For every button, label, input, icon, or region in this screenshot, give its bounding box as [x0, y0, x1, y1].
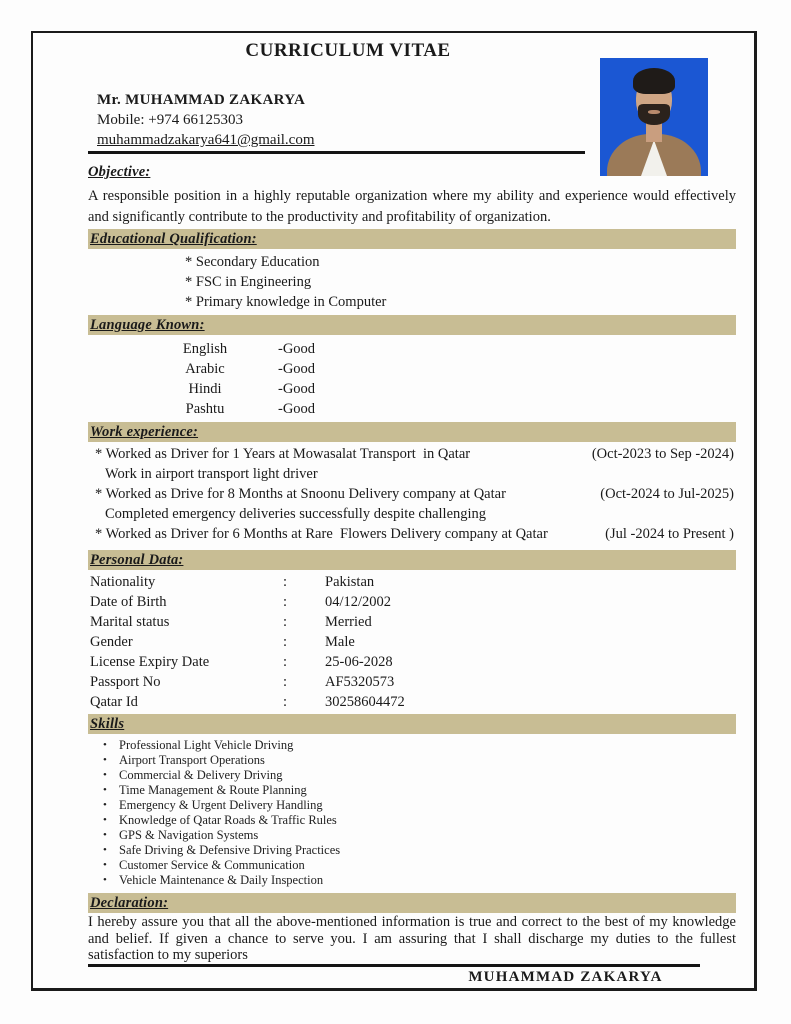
- bullet-icon: •: [103, 874, 107, 886]
- personal-row: [88, 592, 736, 612]
- section-bar-work: [88, 422, 736, 442]
- personal-row: [88, 672, 736, 692]
- education-item: * Primary knowledge in Computer: [185, 294, 387, 310]
- work-text: * Worked as Driver for 1 Years at Mowasalat Transport in Qatar: [95, 446, 471, 462]
- personal-row: [88, 632, 736, 652]
- language-name: Arabic: [185, 361, 225, 377]
- personal-value: Merried: [325, 614, 372, 630]
- work-text: * Worked as Drive for 8 Months at Snoonu Delivery company at Qatar: [95, 486, 506, 502]
- personal-label: Nationality: [90, 574, 156, 590]
- personal-data-table: [88, 572, 736, 712]
- skills-item: [88, 768, 736, 783]
- page-title: CURRICULUM VITAE: [245, 40, 451, 61]
- work-item: [88, 504, 736, 524]
- personal-colon: :: [283, 614, 288, 630]
- language-table: [88, 339, 736, 419]
- personal-colon: :: [283, 654, 288, 670]
- education-list: [88, 252, 736, 312]
- personal-value: AF5320573: [325, 674, 395, 690]
- section-bar-education: [88, 229, 736, 249]
- objective-text: A responsible position in a highly reputable organization where my ability and experience would effectively and significantly contribute to the productivity and profitability of organization.: [88, 188, 736, 225]
- section-heading-personal: Personal Data:: [90, 552, 184, 568]
- personal-colon: :: [283, 694, 288, 710]
- signature-rule: [88, 964, 700, 967]
- personal-row: [88, 612, 736, 632]
- identity-block: [88, 90, 736, 150]
- section-heading-education: Educational Qualification:: [90, 231, 257, 247]
- skill-text: Commercial & Delivery Driving: [119, 768, 283, 782]
- personal-label: Passport No: [90, 674, 161, 690]
- education-item: * FSC in Engineering: [185, 274, 312, 290]
- personal-label: Qatar Id: [90, 694, 138, 710]
- bullet-icon: •: [103, 739, 107, 751]
- skill-text: Time Management & Route Planning: [119, 783, 307, 797]
- work-text: * Worked as Driver for 6 Months at Rare Flowers Delivery company at Qatar: [95, 526, 548, 542]
- section-bar-languages: [88, 315, 736, 335]
- work-item: [88, 484, 736, 504]
- work-text: Completed emergency deliveries successfully despite challenging: [105, 506, 487, 522]
- section-heading-declaration: Declaration:: [90, 895, 169, 911]
- signature-name: MUHAMMAD ZAKARYA: [468, 968, 663, 985]
- candidate-email[interactable]: muhammadzakarya641@gmail.com: [97, 132, 315, 148]
- bullet-icon: •: [103, 769, 107, 781]
- bullet-icon: •: [103, 799, 107, 811]
- skills-item: [88, 858, 736, 873]
- personal-label: Marital status: [90, 614, 170, 630]
- personal-colon: :: [283, 634, 288, 650]
- skills-item: [88, 813, 736, 828]
- personal-value: Pakistan: [325, 574, 375, 590]
- work-item: [88, 464, 736, 484]
- language-level: -Good: [278, 341, 316, 357]
- work-period: (Oct-2023 to Sep -2024): [591, 446, 734, 462]
- language-name: Hindi: [188, 381, 222, 397]
- section-heading-work: Work experience:: [90, 424, 199, 440]
- skills-item: [88, 738, 736, 753]
- skills-item: [88, 798, 736, 813]
- language-row: [88, 359, 736, 379]
- language-row: [88, 399, 736, 419]
- work-period: (Oct-2024 to Jul-2025): [600, 486, 734, 502]
- language-name: Pashtu: [185, 401, 225, 417]
- section-heading-objective: Objective:: [88, 164, 151, 180]
- language-level: -Good: [278, 381, 316, 397]
- candidate-mobile: Mobile: +974 66125303: [97, 112, 243, 128]
- personal-value: 04/12/2002: [325, 594, 392, 610]
- personal-row: [88, 652, 736, 672]
- bullet-icon: •: [103, 784, 107, 796]
- cv-content: [88, 40, 736, 986]
- skill-text: Professional Light Vehicle Driving: [119, 738, 294, 752]
- language-row: [88, 379, 736, 399]
- personal-colon: :: [283, 574, 288, 590]
- work-period: (Jul -2024 to Present ): [605, 526, 734, 542]
- candidate-name: Mr. MUHAMMAD ZAKARYA: [97, 92, 306, 108]
- skill-text: Customer Service & Communication: [119, 858, 305, 872]
- skills-item: [88, 843, 736, 858]
- personal-colon: :: [283, 674, 288, 690]
- bullet-icon: •: [103, 754, 107, 766]
- language-level: -Good: [278, 361, 316, 377]
- bullet-icon: •: [103, 859, 107, 871]
- work-text: Work in airport transport light driver: [105, 466, 318, 482]
- education-item: * Secondary Education: [185, 254, 320, 270]
- skills-list: [88, 738, 736, 888]
- section-heading-languages: Language Known:: [90, 317, 205, 333]
- header-rule: [88, 151, 585, 154]
- skills-item: [88, 873, 736, 888]
- work-item: [88, 524, 736, 544]
- section-heading-skills: Skills: [90, 716, 125, 732]
- skill-text: Knowledge of Qatar Roads & Traffic Rules: [119, 813, 337, 827]
- section-bar-personal: [88, 550, 736, 570]
- skills-item: [88, 783, 736, 798]
- skill-text: GPS & Navigation Systems: [119, 828, 259, 842]
- work-list: [88, 444, 736, 544]
- skills-item: [88, 828, 736, 843]
- personal-label: License Expiry Date: [90, 654, 210, 670]
- language-name: English: [182, 341, 228, 357]
- section-bar-declaration: [88, 893, 736, 913]
- skill-text: Safe Driving & Defensive Driving Practices: [119, 843, 341, 857]
- language-row: [88, 339, 736, 359]
- skill-text: Emergency & Urgent Delivery Handling: [119, 798, 323, 812]
- declaration-text: I hereby assure you that all the above-mentioned information is true and correct to the best of my knowledge and belief. If given a chance to serve you. I am assuring that I shall discharge my duties to the fullest satisfaction to my superiors: [88, 914, 736, 963]
- bullet-icon: •: [103, 844, 107, 856]
- personal-value: 25-06-2028: [325, 654, 393, 670]
- personal-colon: :: [283, 594, 288, 610]
- personal-row: [88, 572, 736, 592]
- personal-value: 30258604472: [325, 694, 405, 710]
- bullet-icon: •: [103, 814, 107, 826]
- personal-value: Male: [325, 634, 355, 650]
- skill-text: Vehicle Maintenance & Daily Inspection: [119, 873, 324, 887]
- work-item: [88, 444, 736, 464]
- language-level: -Good: [278, 401, 316, 417]
- skill-text: Airport Transport Operations: [119, 753, 265, 767]
- personal-label: Gender: [90, 634, 133, 650]
- skills-item: [88, 753, 736, 768]
- section-bar-skills: [88, 714, 736, 734]
- bullet-icon: •: [103, 829, 107, 841]
- personal-label: Date of Birth: [90, 594, 167, 610]
- personal-row: [88, 692, 736, 712]
